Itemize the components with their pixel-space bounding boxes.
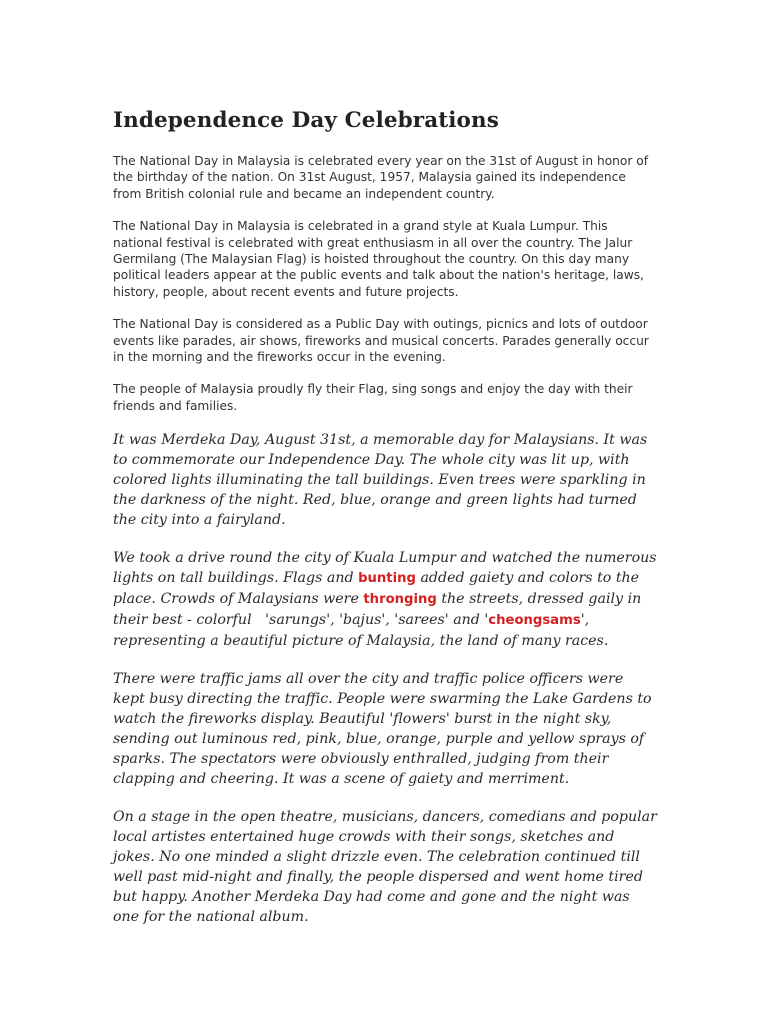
keyword-thronging: thronging [363, 592, 437, 608]
intro-paragraph-1: The National Day in Malaysia is celebrated every year on the 31st of August in honor of the birthday of the nation. On 31st August, 1957, Malaysia gained its independence from British colonial rule and became an independent country. [113, 154, 648, 201]
keyword-cheongsams: cheongsams [488, 613, 581, 629]
essay-text: added gaiety and colors to the place. Crowds of Malaysians were [113, 570, 640, 608]
essay-paragraph-1: It was Merdeka Day, August 31st, a memorable day for Malaysians. It was to commemorate our Independence Day. The whole city was lit up, with colored lights illuminating the tall buildings. Even trees were sparkling in the darkness of the night. Red, blue, orange and green lights had turned the city into a fairyland. [113, 432, 648, 529]
intro-paragraph-3: The National Day is considered as a Public Day with outings, picnics and lots of outdoor events like parades, air shows, fireworks and musical concerts. Parades generally occur in the morning and the fireworks occur in the evening. [113, 317, 649, 365]
essay-paragraph-2 [113, 548, 658, 651]
intro-paragraph-4: The people of Malaysia proudly fly their Flag, sing songs and enjoy the day with their friends and families. [113, 382, 633, 413]
essay-paragraph-3: There were traffic jams all over the city and traffic police officers were kept busy directing the traffic. People were swarming the Lake Gardens to watch the fireworks display. Beautiful 'flowers' burst in the night sky, sending out luminous red, pink, blue, orange, purple and yellow sprays of sparks. The spectators were obviously enthralled, judging from their clapping and cheering. It was a scene of gaiety and merriment. [113, 671, 652, 788]
essay-text: We took a drive round the city of Kuala Lumpur and watched the numerous lights on tall buildings. Flags and [113, 550, 657, 587]
essay-paragraph-4: On a stage in the open theatre, musicians, dancers, comedians and popular local artistes entertained huge crowds with their songs, sketches and jokes. No one minded a slight drizzle even. The celebration continued till well past mid-night and finally, the people dispersed and went home tired but happy. Another Merdeka Day had come and gone and the night was one for the national album. [113, 809, 657, 926]
essay-section [113, 430, 658, 927]
keyword-bunting: bunting [358, 571, 416, 587]
intro-paragraph-2: The National Day in Malaysia is celebrated in a grand style at Kuala Lumpur. This national festival is celebrated with great enthusiasm in all over the country. The Jalur Germilang (The Malaysian Flag) is hoisted throughout the country. On this day many political leaders appear at the public events and talk about the nation's heritage, laws, history, people, about recent events and future projects. [113, 219, 644, 299]
document-page [113, 106, 658, 945]
essay-text: the streets, dressed gaily in their best - colorful 'sarungs', 'bajus', 'sarees' and ' [113, 591, 642, 629]
intro-section [113, 153, 658, 414]
page-title: Independence Day Celebrations [113, 108, 499, 133]
essay-text: ', representing a beautiful picture of Malaysia, the land of many races. [113, 612, 609, 650]
